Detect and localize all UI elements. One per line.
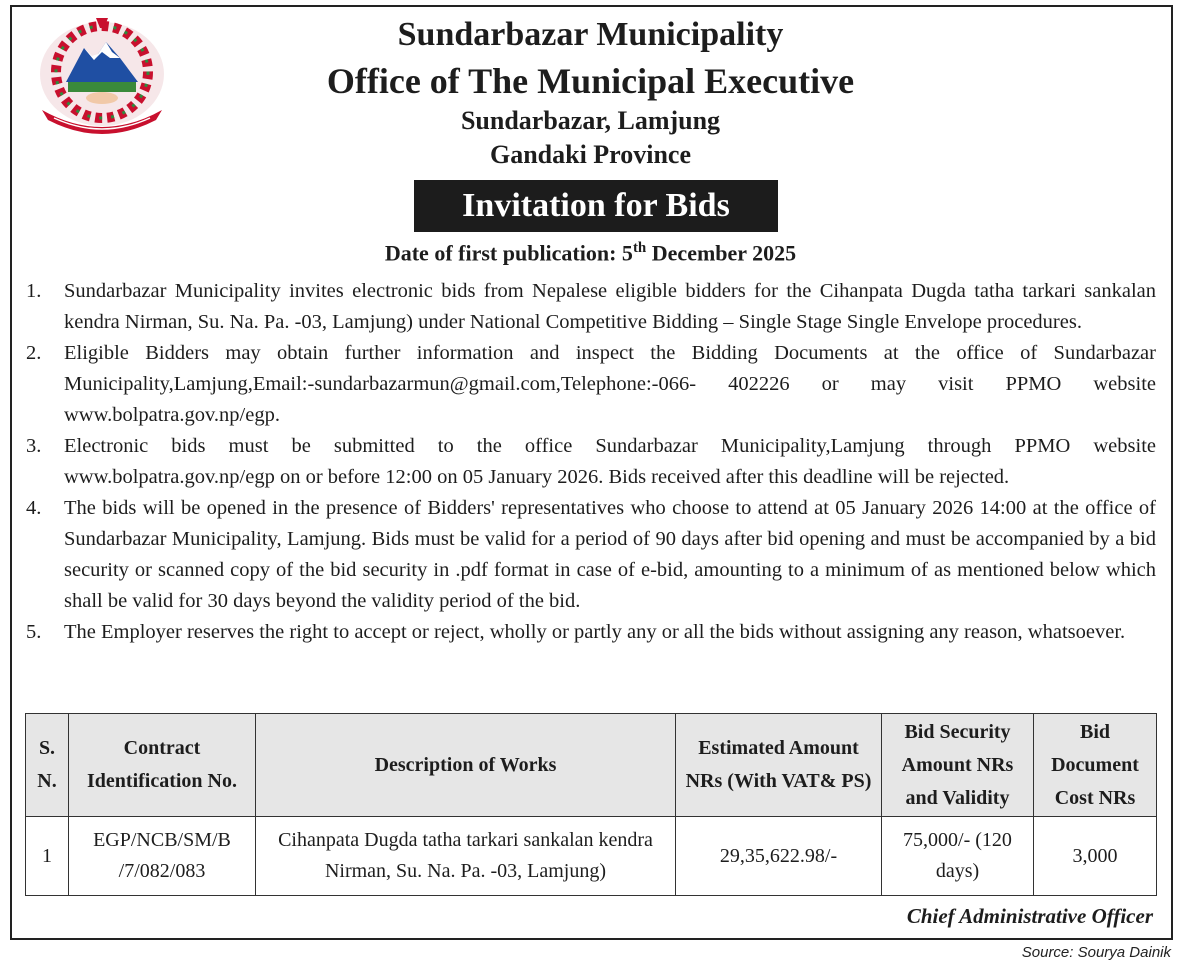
clause-text: The Employer reserves the right to accept or reject, wholly or partly any or all the bids without assigning any reason, whatsoever.	[64, 621, 1126, 643]
publication-date	[0, 240, 1181, 266]
cell-description: Cihanpata Dugda tatha tarkari sankalan kendra Nirman, Su. Na. Pa. -03, Lamjung)	[256, 817, 676, 896]
clause-item	[26, 617, 1156, 648]
bid-clauses	[26, 276, 1156, 648]
municipality-name: Sundarbazar Municipality	[397, 16, 784, 53]
clause-number: 1.	[26, 280, 42, 302]
cell-bid-security: 75,000/- (120 days)	[882, 817, 1034, 896]
clause-text: Electronic bids must be submitted to the office Sundarbazar Municipality,Lamjung through PPMO website www.bolpatra.gov.np/egp on or before 12:00 on 05 January 2026. Bids received after this deadline will be rejected.	[64, 435, 1156, 488]
clause-item	[26, 431, 1156, 493]
office-location: Sundarbazar, Lamjung	[460, 106, 721, 135]
cell-serial-number: 1	[26, 817, 69, 896]
clause-text: Sundarbazar Municipality invites electronic bids from Nepalese eligible bidders for the Cihanpata Dugda tatha tarkari sankalan kendra Nirman, Su. Na. Pa. -03, Lamjung) under National Competitive Bidding – Single Stage Single Envelope procedures.	[64, 280, 1156, 333]
header-description: Description of Works	[256, 714, 676, 817]
table-header-row	[26, 714, 1157, 817]
source-credit: Source: Sourya Dainik	[1021, 944, 1171, 961]
clause-text: The bids will be opened in the presence of Bidders' representatives who choose to attend at 05 January 2026 14:00 at the office of Sundarbazar Municipality, Lamjung. Bids must be valid for a period of 90 days after bid opening and must be accompanied by a bid security or scanned copy of the bid security in .pdf format in case of e-bid, amounting to a minimum of as mentioned below which shall be valid for 30 days beyond the validity period of the bid.	[64, 497, 1156, 612]
clause-item	[26, 493, 1156, 617]
header-document-cost: Bid Document Cost NRs	[1034, 714, 1157, 817]
cell-estimated-amount: 29,35,622.98/-	[676, 817, 882, 896]
clause-number: 4.	[26, 497, 42, 519]
header-bid-security: Bid Security Amount NRs and Validity	[882, 714, 1034, 817]
cell-contract-id: EGP/NCB/SM/B /7/082/083	[69, 817, 256, 896]
header-estimated-amount: Estimated Amount NRs (With VAT& PS)	[676, 714, 882, 817]
clause-item	[26, 338, 1156, 431]
office-title: Office of The Municipal Executive	[326, 61, 855, 101]
table-row	[26, 817, 1157, 896]
clause-text: Eligible Bidders may obtain further information and inspect the Bidding Documents at the office of Sundarbazar Municipality,Lamjung,Email:-sundarbazarmun@gmail.com,Telephone:-066- 402226 or may visit PPMO website www.bolpatra.gov.np/egp.	[64, 342, 1156, 426]
clause-item	[26, 276, 1156, 338]
bid-details-table	[25, 713, 1157, 896]
publication-date-month-year: December 2025	[646, 240, 797, 266]
publication-date-suffix-ordinal: th	[632, 240, 647, 256]
clause-number: 3.	[26, 435, 42, 457]
publication-date-prefix: Date of first publication: 5	[384, 240, 633, 266]
clause-number: 5.	[26, 621, 42, 643]
header-serial-number: S. N.	[26, 714, 69, 817]
province-name: Gandaki Province	[489, 140, 692, 169]
clause-number: 2.	[26, 342, 42, 364]
notice-title-banner: Invitation for Bids	[414, 180, 778, 232]
signatory-title: Chief Administrative Officer	[906, 904, 1153, 928]
header-contract-id: Contract Identification No.	[69, 714, 256, 817]
cell-document-cost: 3,000	[1034, 817, 1157, 896]
